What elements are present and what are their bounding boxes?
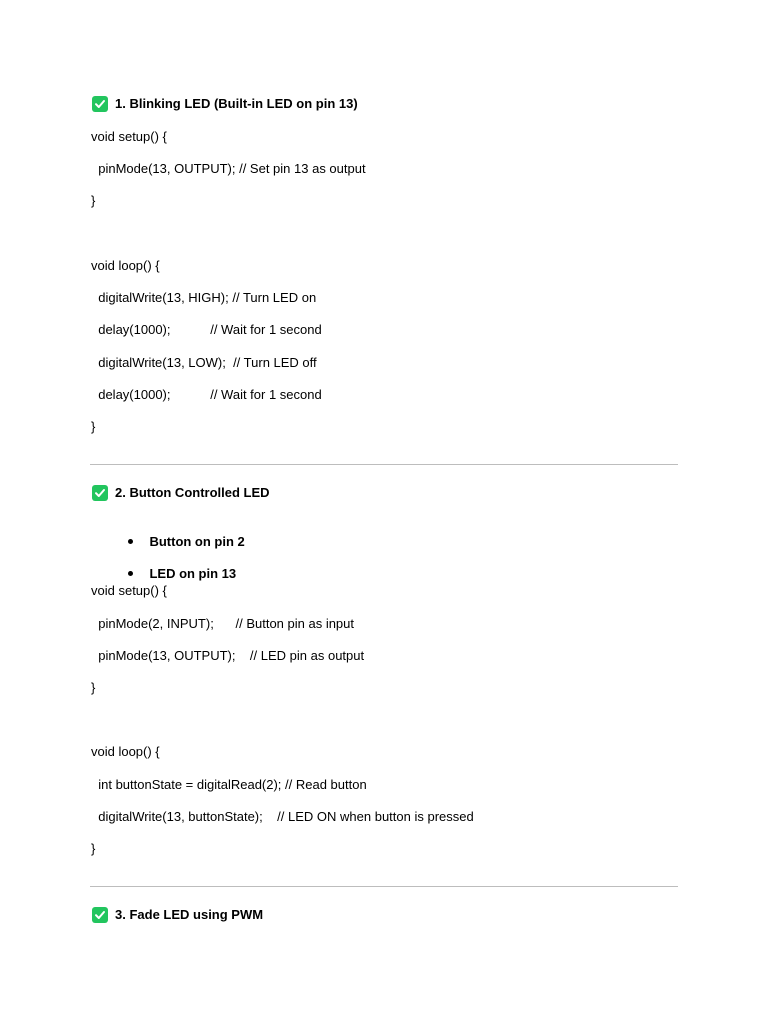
section-1-title: 1. Blinking LED (Built-in LED on pin 13) xyxy=(115,96,358,111)
check-mark-icon xyxy=(92,96,108,112)
code-line: } xyxy=(91,841,96,856)
code-line: delay(1000); // Wait for 1 second xyxy=(91,322,322,337)
list-item-label: Button on pin 2 xyxy=(149,534,245,549)
code-line: } xyxy=(91,680,96,695)
code-line: } xyxy=(91,193,96,208)
code-line: digitalWrite(13, LOW); // Turn LED off xyxy=(91,355,317,370)
code-line: pinMode(2, INPUT); // Button pin as input xyxy=(91,616,355,631)
code-line: void loop() { xyxy=(91,744,160,759)
section-2-title: 2. Button Controlled LED xyxy=(115,485,270,500)
section-2-heading xyxy=(92,485,270,501)
section-divider xyxy=(90,886,678,887)
code-line: pinMode(13, OUTPUT); // Set pin 13 as output xyxy=(91,161,366,176)
section-1-heading xyxy=(92,96,358,112)
section-3-title: 3. Fade LED using PWM xyxy=(115,907,264,922)
code-line: digitalWrite(13, buttonState); // LED ON when button is pressed xyxy=(91,809,474,824)
code-line: void setup() { xyxy=(91,129,167,144)
bullet-icon xyxy=(128,539,133,544)
code-line: int buttonState = digitalRead(2); // Read button xyxy=(91,777,367,792)
code-line: void loop() { xyxy=(91,258,160,273)
section-3-heading xyxy=(92,907,263,923)
code-line: pinMode(13, OUTPUT); // LED pin as output xyxy=(91,648,365,663)
code-line: } xyxy=(91,419,96,434)
check-mark-icon xyxy=(92,485,108,501)
check-mark-icon xyxy=(92,907,108,923)
code-line: digitalWrite(13, HIGH); // Turn LED on xyxy=(91,290,317,305)
code-line: delay(1000); // Wait for 1 second xyxy=(91,387,322,402)
code-line: void setup() { xyxy=(91,583,167,598)
section-divider xyxy=(90,464,678,465)
bullet-icon xyxy=(128,571,133,576)
list-item-label: LED on pin 13 xyxy=(149,566,237,581)
